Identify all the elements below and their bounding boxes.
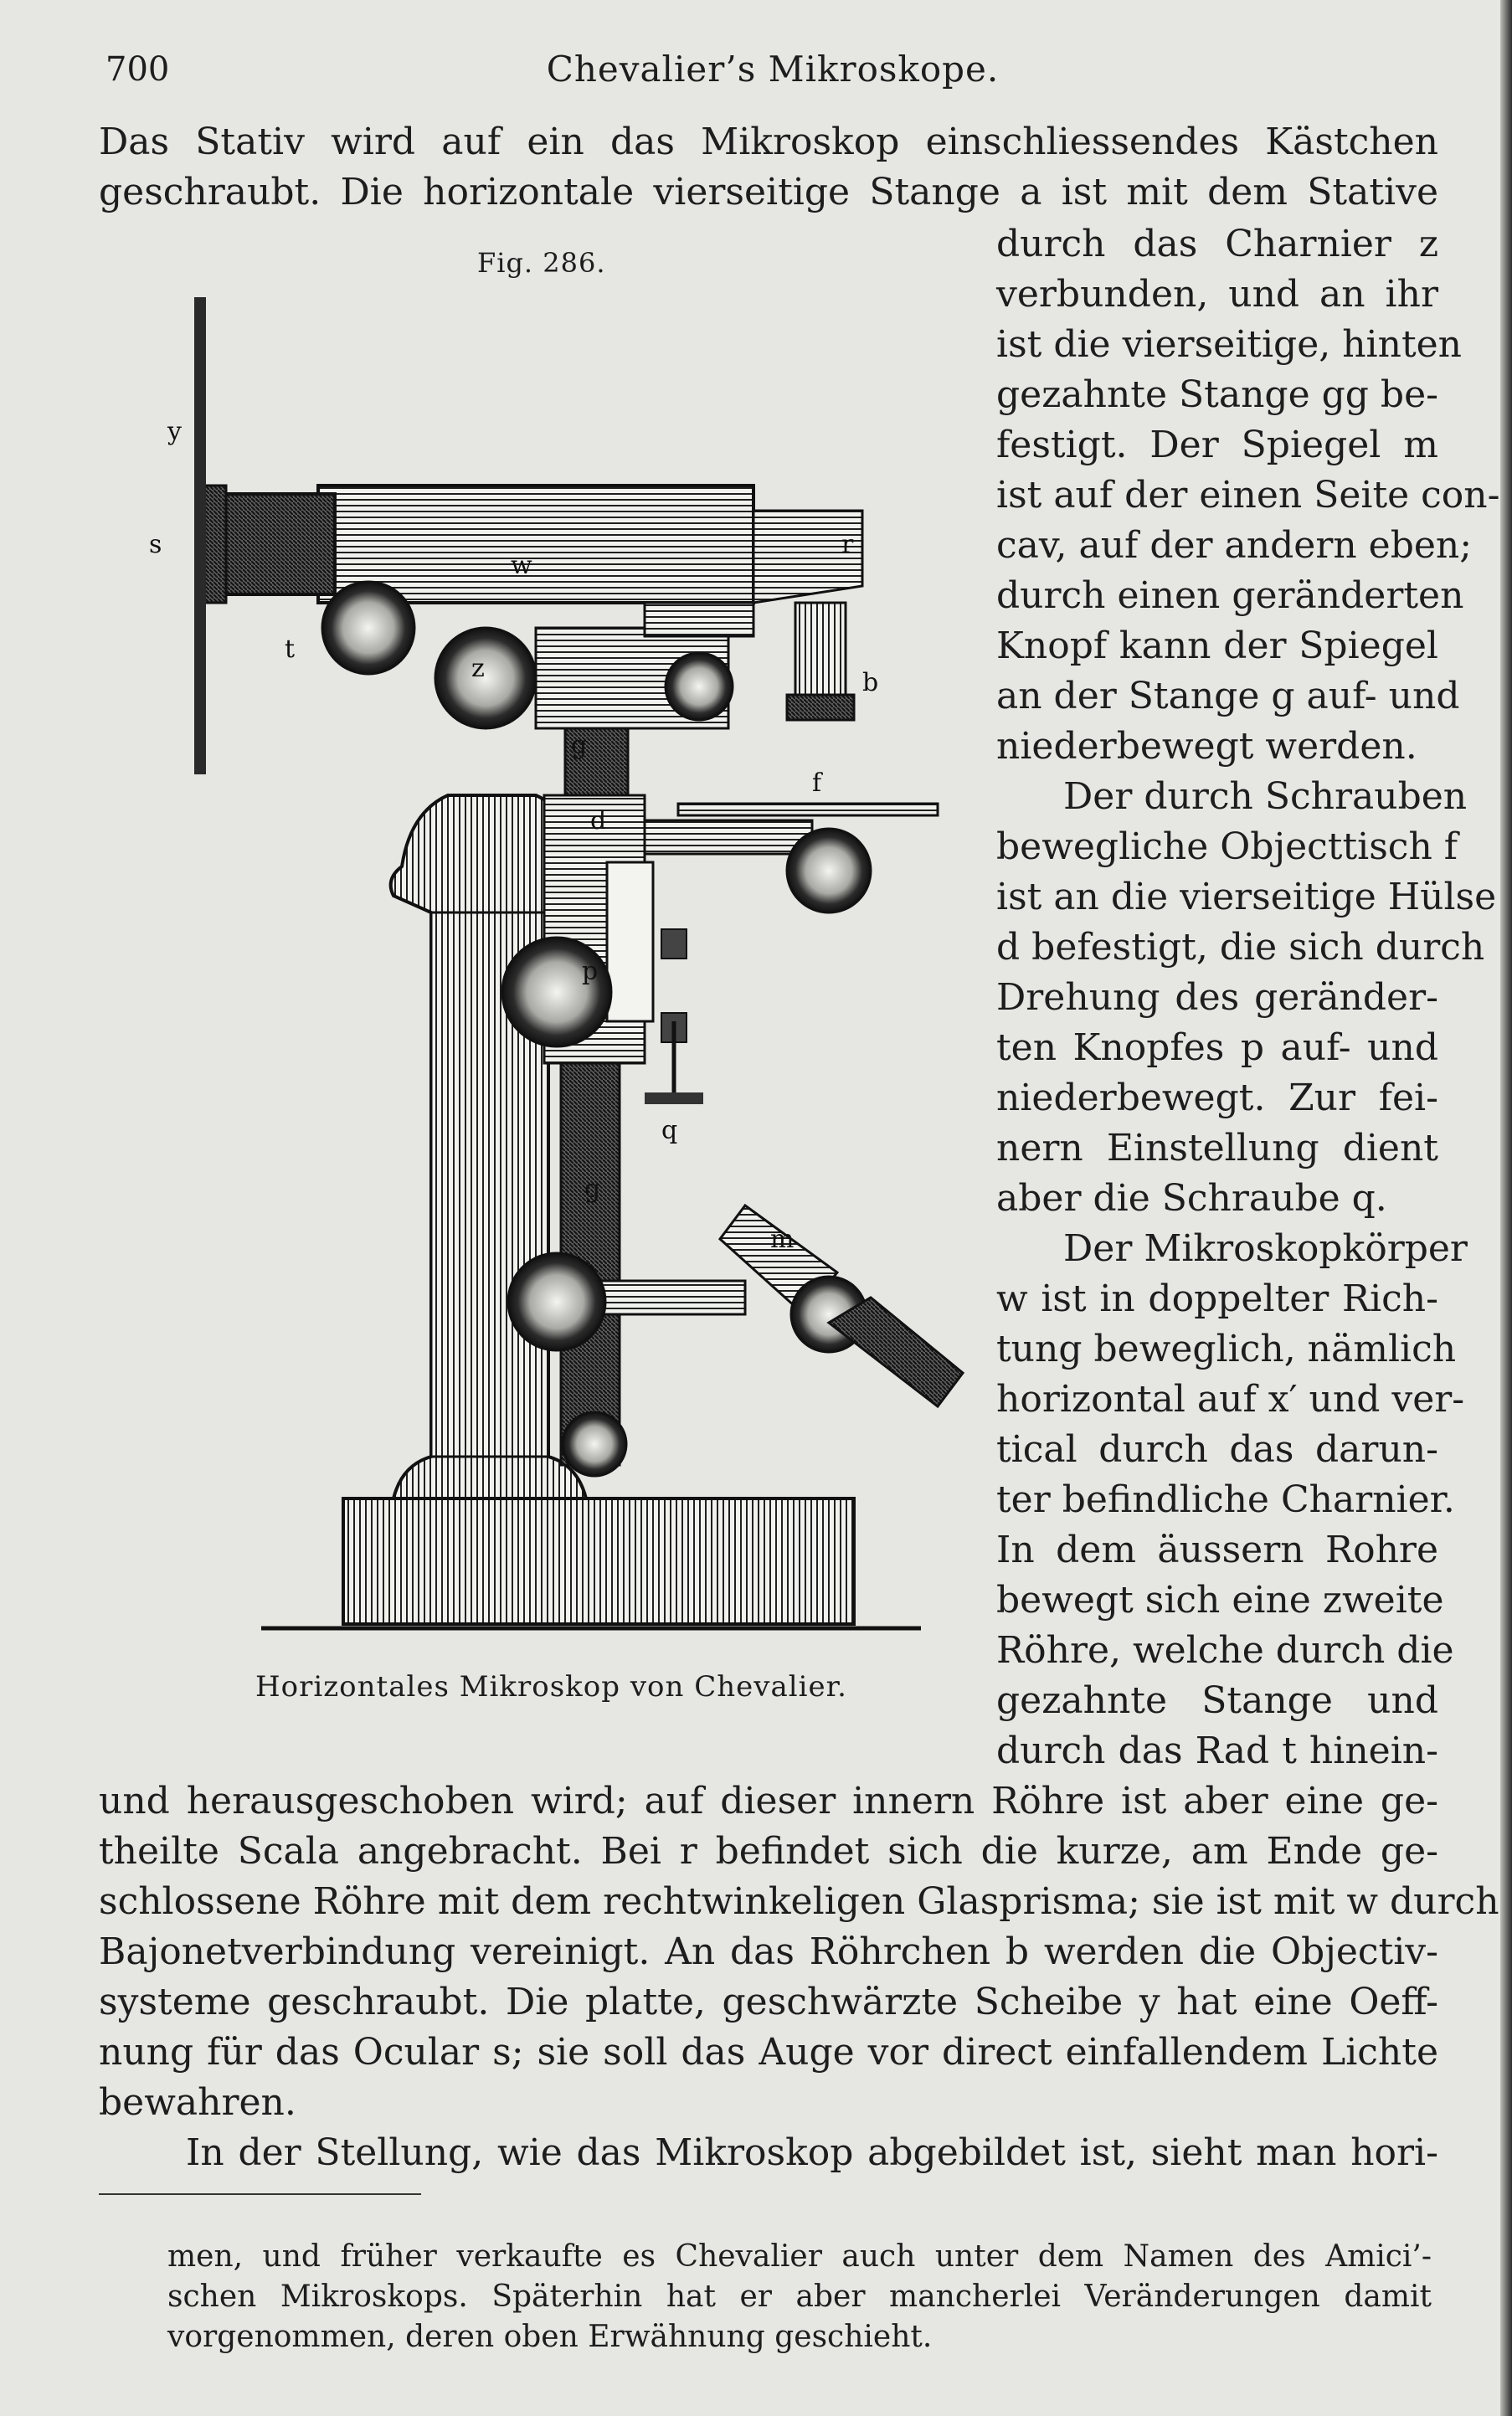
part-letter-z: z [471, 654, 485, 683]
body-line: tung beweglich, nämlich [996, 1328, 1457, 1370]
body-line: niederbewegt. Zur fei- [996, 1077, 1438, 1119]
body-line: Der durch Schrauben [1063, 775, 1468, 818]
body-line: ter befindliche Charnier. [996, 1478, 1455, 1521]
body-line: bewahren. [99, 2081, 296, 2124]
body-line: In der Stellung, wie das Mikroskop abgebildet ist, sieht man hori- [186, 2131, 1438, 2174]
body-line: durch das Charnier z [996, 223, 1438, 265]
part-letter-b: b [862, 668, 879, 697]
body-line: nern Einstellung dient [996, 1127, 1438, 1169]
body-line: durch das Rad t hinein- [996, 1730, 1438, 1772]
body-line: gezahnte Stange gg be- [996, 373, 1438, 416]
body-line: ist die vierseitige, hinten [996, 323, 1463, 366]
figure-caption: Horizontales Mikroskop von Chevalier. [255, 1670, 847, 1704]
body-line: schlossene Röhre mit dem rechtwinkeligen Glasprisma; sie ist mit w durch [99, 1880, 1499, 1923]
footnote-line: men, und früher verkaufte es Chevalier auch unter dem Namen des Amici’- [167, 2239, 1432, 2274]
part-letter-t: t [285, 635, 296, 664]
body-line: und herausgeschoben wird; auf dieser innern Röhre ist aber eine ge- [99, 1780, 1438, 1822]
body-line: cav, auf der andern eben; [996, 524, 1473, 567]
microscope-figure [142, 276, 971, 1653]
body-line: verbunden, und an ihr [996, 273, 1438, 316]
figure-label: Fig. 286. [477, 247, 606, 279]
footnote-line: vorgenommen, deren oben Erwähnung geschieht. [167, 2320, 933, 2354]
body-line: bewegt sich eine zweite [996, 1579, 1444, 1622]
body-line: niederbewegt werden. [996, 725, 1417, 768]
body-line: geschraubt. Die horizontale vierseitige Stange a ist mit dem Stative [99, 171, 1438, 213]
part-letter-d: d [590, 806, 607, 835]
part-letter-g2: g [584, 1175, 601, 1204]
part-letter-g: g [571, 731, 588, 760]
body-line: durch einen geränderten [996, 574, 1464, 617]
page-number: 700 [105, 50, 170, 89]
part-letter-y: y [167, 417, 182, 446]
body-line: tical durch das darun- [996, 1428, 1438, 1471]
footnote-rule [99, 2193, 421, 2195]
body-line: ist auf der einen Seite con- [996, 474, 1500, 517]
body-line: gezahnte Stange und [996, 1679, 1438, 1722]
body-line: In dem äussern Rohre [996, 1529, 1438, 1571]
footnote-line: schen Mikroskops. Späterhin hat er aber mancherlei Veränderungen damit [167, 2280, 1432, 2314]
body-line: aber die Schraube q. [996, 1177, 1387, 1220]
body-line: Drehung des geränder- [996, 976, 1438, 1019]
part-letter-r: r [841, 530, 854, 559]
body-line: Röhre, welche durch die [996, 1629, 1454, 1672]
body-line: an der Stange g auf- und [996, 675, 1460, 717]
body-line: horizontal auf x′ und ver- [996, 1378, 1465, 1421]
body-line: d befestigt, die sich durch [996, 926, 1485, 969]
part-letter-s: s [149, 530, 162, 559]
body-line: theilte Scala angebracht. Bei r befindet sich die kurze, am Ende ge- [99, 1830, 1438, 1873]
part-letter-m: m [770, 1225, 795, 1254]
page-header [99, 44, 1447, 102]
body-line: Das Stativ wird auf ein das Mikroskop einschliessendes Kästchen [99, 121, 1438, 163]
part-letter-q: q [661, 1116, 678, 1145]
page-edge-shadow [1500, 0, 1512, 2416]
part-letter-w: w [511, 551, 532, 580]
part-letter-f: f [812, 768, 822, 798]
body-line: bewegliche Objecttisch f [996, 825, 1458, 868]
running-title: Chevalier’s Mikroskope. [546, 49, 1000, 90]
body-line: ten Knopfes p auf- und [996, 1026, 1438, 1069]
body-line: Knopf kann der Spiegel [996, 625, 1438, 667]
body-line: w ist in doppelter Rich- [996, 1277, 1438, 1320]
body-line: ist an die vierseitige Hülse [996, 876, 1497, 918]
body-line: systeme geschraubt. Die platte, geschwärzte Scheibe y hat eine Oeff- [99, 1981, 1438, 2023]
part-letter-p: p [582, 957, 599, 986]
body-line: Der Mikroskopkörper [1063, 1227, 1468, 1270]
body-line: Bajonetverbindung vereinigt. An das Röhrchen b werden die Objectiv- [99, 1930, 1438, 1973]
body-line: festigt. Der Spiegel m [996, 424, 1438, 466]
body-line: nung für das Ocular s; sie soll das Auge vor direct einfallendem Lichte [99, 2031, 1438, 2074]
